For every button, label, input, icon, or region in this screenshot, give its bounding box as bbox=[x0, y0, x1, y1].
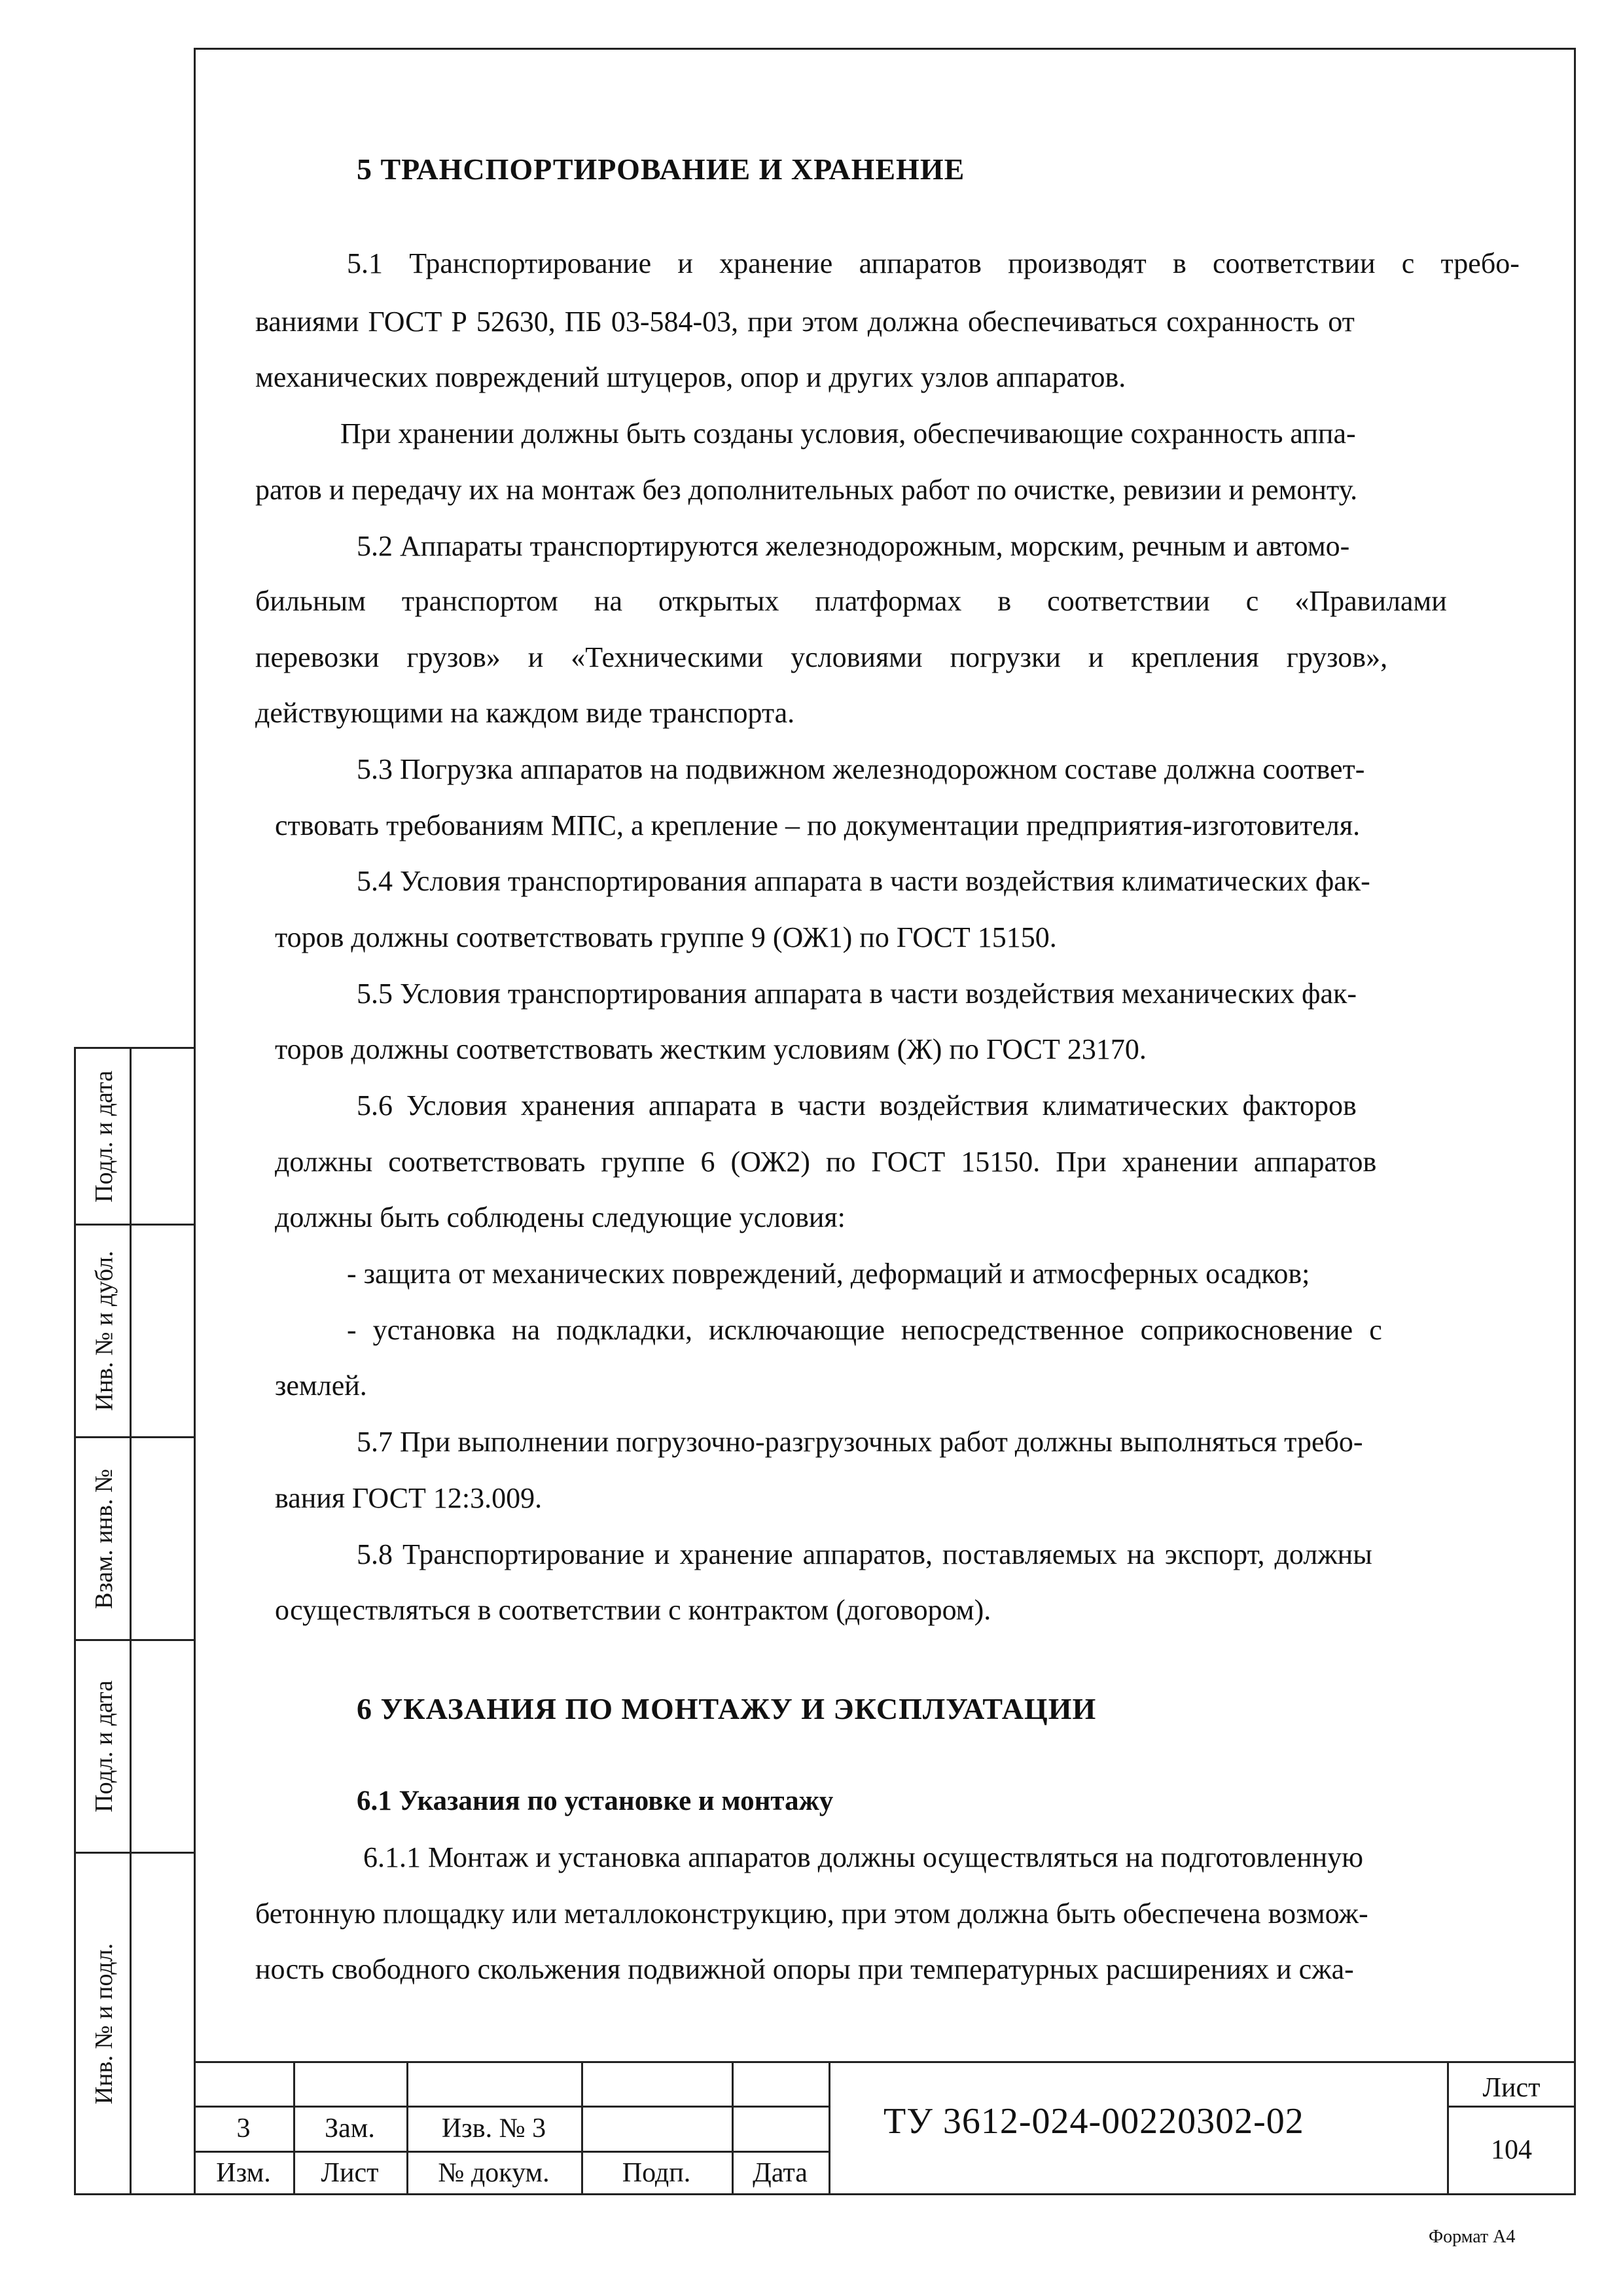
paragraph-line: землей. bbox=[275, 1369, 367, 1402]
paragraph-line: При хранении должны быть созданы условия, обеспечивающие сохранность аппа- bbox=[340, 417, 1356, 450]
word: и bbox=[677, 247, 693, 279]
word: производят bbox=[1008, 247, 1147, 279]
paragraph-line: 5.7 При выполнении погрузочно-разгрузочных работ должны выполняться требо- bbox=[357, 1426, 1363, 1458]
subsection-6-1-title: 6.1 Указания по установке и монтажу bbox=[357, 1786, 834, 1816]
section-5-title: 5 ТРАНСПОРТИРОВАНИЕ И ХРАНЕНИЕ bbox=[357, 152, 965, 186]
paragraph-line: торов должны соответствовать жестким условиям (Ж) по ГОСТ 23170. bbox=[275, 1033, 1147, 1065]
paragraph-line: должны соответствовать группе 6 (ОЖ2) по ГОСТ 15150. При хранении аппаратов bbox=[275, 1146, 1377, 1178]
side-stamp-label: Инв. № и дубл. bbox=[90, 1250, 118, 1411]
paragraph-line: - установка на подкладки, исключающие непосредственное соприкосновение с bbox=[347, 1314, 1382, 1346]
word: 5.1 bbox=[347, 247, 383, 279]
side-stamp-label: Подл. и дата bbox=[90, 1680, 118, 1812]
word: с bbox=[1401, 247, 1415, 279]
paragraph-line: ваниями ГОСТ Р 52630, ПБ 03-584-03, при этом должна обеспечиваться сохранность от bbox=[255, 306, 1355, 338]
word: хранение bbox=[719, 247, 833, 279]
word: соответствии bbox=[1212, 247, 1376, 279]
paragraph-line: действующими на каждом виде транспорта. bbox=[255, 697, 795, 729]
header-doc-number: № докум. bbox=[438, 2158, 550, 2188]
paragraph-line: 5.5 Условия транспортирования аппарата в части воздействия механических фак- bbox=[357, 978, 1357, 1010]
paragraph-line: ствовать требованиям МПС, а крепление – по документации предприятия-изготовителя. bbox=[275, 809, 1361, 841]
paragraph-line: ратов и передачу их на монтаж без дополнительных работ по очистке, ревизии и ремонту. bbox=[255, 474, 1358, 506]
side-stamp-5 bbox=[74, 1852, 194, 2194]
word: в bbox=[1172, 247, 1186, 279]
side-stamp-1 bbox=[74, 1047, 194, 1224]
header-date: Дата bbox=[753, 2158, 808, 2188]
side-stamp-label: Подл. и дата bbox=[90, 1070, 118, 1203]
rev-doc-number: Изв. № 3 bbox=[441, 2113, 546, 2144]
side-stamp-label: Взам. инв. № bbox=[90, 1468, 118, 1609]
header-change: Изм. bbox=[216, 2158, 271, 2188]
format-label: Формат А4 bbox=[1429, 2227, 1516, 2247]
sheet-label: Лист bbox=[1482, 2073, 1541, 2103]
side-stamp-2 bbox=[74, 1224, 194, 1436]
paragraph-line: бильным транспортом на открытых платформах в соответствии с «Правилами bbox=[255, 585, 1447, 617]
paragraph-line bbox=[347, 249, 1520, 278]
paragraph-line: 5.3 Погрузка аппаратов на подвижном железнодорожном составе должна соответ- bbox=[357, 753, 1365, 785]
paragraph-line: осуществляться в соответствии с контрактом (договором). bbox=[275, 1594, 991, 1626]
header-signature: Подп. bbox=[622, 2158, 691, 2188]
sheet-number: 104 bbox=[1491, 2135, 1532, 2165]
document-code: ТУ 3612-024-00220302-02 bbox=[883, 2101, 1304, 2142]
paragraph-line: 5.8 Транспортирование и хранение аппаратов, поставляемых на экспорт, должны bbox=[357, 1538, 1372, 1570]
paragraph-line: 5.2 Аппараты транспортируются железнодорожным, морским, речным и автомо- bbox=[357, 530, 1350, 562]
side-stamp-3 bbox=[74, 1436, 194, 1639]
paragraph-line: должны быть соблюдены следующие условия: bbox=[275, 1201, 846, 1233]
paragraph-line: 5.4 Условия транспортирования аппарата в части воздействия климатических фак- bbox=[357, 865, 1370, 897]
paragraph-line: 5.6 Условия хранения аппарата в части воздействия климатических факторов bbox=[357, 1089, 1357, 1122]
word: требо- bbox=[1440, 247, 1520, 279]
paragraph-line: ность свободного скольжения подвижной опоры при температурных расширениях и сжа- bbox=[255, 1953, 1354, 1985]
header-sheet: Лист bbox=[321, 2158, 379, 2188]
side-stamp-label: Инв. № и подл. bbox=[90, 1943, 118, 2105]
paragraph-line: бетонную площадку или металлоконструкцию, при этом должна быть обеспечена возмож- bbox=[255, 1898, 1368, 1930]
paragraph-line: механических повреждений штуцеров, опор и других узлов аппаратов. bbox=[255, 361, 1126, 393]
side-stamp-4 bbox=[74, 1639, 194, 1852]
word: аппаратов bbox=[859, 247, 982, 279]
paragraph-line: - защита от механических повреждений, деформаций и атмосферных осадков; bbox=[347, 1258, 1310, 1290]
rev-number: 3 bbox=[236, 2113, 251, 2144]
paragraph-line: вания ГОСТ 12:3.009. bbox=[275, 1482, 543, 1514]
word: Транспортирование bbox=[409, 247, 652, 279]
paragraph-line: 6.1.1 Монтаж и установка аппаратов должны осуществляться на подготовленную bbox=[363, 1841, 1364, 1873]
paragraph-line: торов должны соответствовать группе 9 (ОЖ1) по ГОСТ 15150. bbox=[275, 921, 1057, 953]
rev-sheet: Зам. bbox=[325, 2113, 375, 2144]
section-6-title: 6 УКАЗАНИЯ ПО МОНТАЖУ И ЭКСПЛУАТАЦИИ bbox=[357, 1692, 1097, 1725]
paragraph-line: перевозки грузов» и «Техническими условиями погрузки и крепления грузов», bbox=[255, 641, 1388, 673]
